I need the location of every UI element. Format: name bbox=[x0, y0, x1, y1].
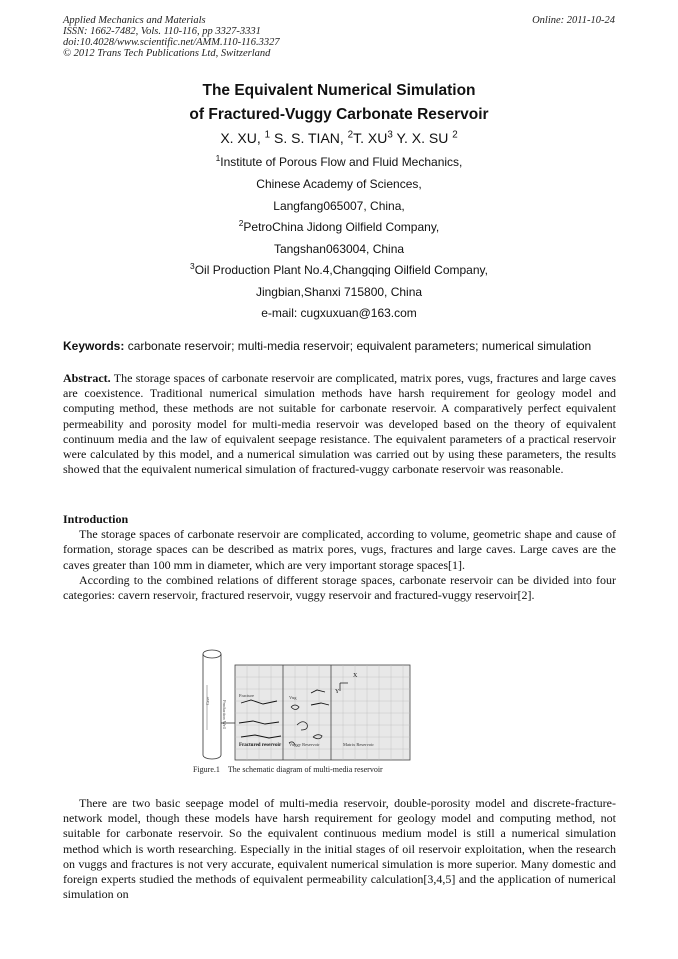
affiliation-text: PetroChina Jidong Oilfield Company, bbox=[243, 220, 440, 234]
journal-name: Applied Mechanics and Materials bbox=[63, 15, 206, 26]
affiliation-line bbox=[0, 263, 678, 277]
figure-caption bbox=[193, 765, 423, 774]
paper-title-line-1: The Equivalent Numerical Simulation bbox=[202, 82, 476, 99]
affiliation-mark: 2 bbox=[238, 218, 244, 228]
figure-number: Figure.1 bbox=[193, 765, 220, 774]
affiliation-line bbox=[0, 155, 678, 169]
cave-label: Cave bbox=[205, 696, 210, 705]
affiliation-line: Tangshan063004, China bbox=[273, 242, 405, 256]
author-affiliation-mark: 2 bbox=[347, 129, 354, 141]
abstract-label: Abstract. bbox=[63, 371, 111, 385]
figure-caption-text: The schematic diagram of multi-media reservoir bbox=[227, 765, 383, 774]
author-affiliation-mark: 2 bbox=[452, 129, 458, 141]
keywords-text: carbonate reservoir; multi-media reservoir; equivalent parameters; numerical simulation bbox=[127, 339, 592, 353]
doi-line: doi:10.4028/www.scientific.net/AMM.110-116.3327 bbox=[63, 37, 280, 48]
vuggy-reservoir-label: Vuggy Reservoir bbox=[289, 742, 320, 747]
vug-label: Vug bbox=[289, 695, 297, 700]
journal-header bbox=[63, 15, 615, 59]
matrix-reservoir-label: Matrix Reservoir bbox=[343, 742, 374, 747]
affiliation-line: Jingbian,Shanxi 715800, China bbox=[255, 285, 423, 299]
author-list: X. XU, $^1$ S. S. TIAN, $^2$T. $XU^3$ Y. X. SU $^2$ bbox=[220, 129, 458, 146]
multi-media-reservoir-figure bbox=[193, 645, 415, 763]
author-name: S. S. TIAN bbox=[274, 130, 340, 146]
well-top bbox=[203, 650, 221, 658]
paragraph: The storage spaces of carbonate reservoir are complicated, according to volume, geometric shape and cause of formation, storage spaces can be described as matrix pores, vugs, fractures and large caves. Large caves are the caves greater than 100 mm in diameter, which are very important storage spaces[1]. bbox=[63, 527, 616, 572]
author-affiliation-mark: 3 bbox=[387, 129, 393, 141]
well-label: Production Well bbox=[222, 700, 227, 730]
author-name: X. XU bbox=[220, 130, 257, 146]
body-text bbox=[63, 796, 616, 902]
affiliation-line bbox=[0, 220, 678, 234]
fractured-reservoir-label: Fractured reservoir bbox=[239, 743, 282, 748]
abstract bbox=[63, 371, 616, 477]
paper-title-line-2: of Fractured-Vuggy Carbonate Reservoir bbox=[189, 106, 489, 123]
section-heading: Introduction bbox=[63, 512, 129, 526]
keywords-label: Keywords: bbox=[63, 339, 125, 353]
author-name: T. XU bbox=[353, 130, 388, 146]
issn-line: ISSN: 1662-7482, Vols. 110-116, pp 3327-3331 bbox=[63, 26, 261, 37]
introduction-section bbox=[63, 512, 616, 603]
affiliation-mark: 1 bbox=[215, 153, 221, 163]
affiliation-text: Institute of Porous Flow and Fluid Mechanics, bbox=[220, 155, 463, 169]
online-date: Online: 2011-10-24 bbox=[532, 15, 615, 26]
affiliation-line: Chinese Academy of Sciences, bbox=[256, 177, 422, 191]
author-name: Y. X. SU bbox=[396, 130, 449, 146]
y-axis-label: Y bbox=[335, 689, 340, 695]
abstract-text: The storage spaces of carbonate reservoir are complicated, matrix pores, vugs, fractures and large caves are coexistence. Traditional numerical simulation methods have harsh requirement for geology model and computing method, these methods are not suitable for carbonate reservoir. A comparatively perfect equivalent permeability and porosity model for multi-media reservoir was developed based on the theory of equivalent continuum media and the law of equivalent seepage resistance. The equivalent parameters of a practical reservoir were calculated by this model, and a numerical simulation was carried out by using these parameters, the results showed that the equivalent numerical simulation of fractured-vuggy carbonate reservoir was reasonable. bbox=[63, 371, 616, 477]
keywords-line bbox=[63, 339, 618, 353]
affiliation-text: Oil Production Plant No.4,Changqing Oilfield Company, bbox=[194, 263, 488, 277]
paragraph: There are two basic seepage model of multi-media reservoir, double-porosity model and discrete-fracture-network model, though these models have harsh requirement for geology model and computing method, not suitable for carbonate reservoir. So the equivalent continuous medium model is still a numerical simulation method which is worth researching. Especially in the initial stages of oil reservoir exploitation, when the research on vuggs and fractures is not very accurate, equivalent numerical simulation is more superior. Many domestic and foreign experts studied the methods of equivalent permeability calculation[3,4,5] and the application of numerical simulation on bbox=[63, 796, 616, 902]
fracture-label: Fracture bbox=[239, 693, 254, 698]
affiliation-mark: 3 bbox=[190, 261, 195, 271]
copyright-line: © 2012 Trans Tech Publications Ltd, Switzerland bbox=[63, 48, 271, 59]
author-affiliation-mark: 1 bbox=[264, 129, 271, 141]
email-line: e-mail: cugxuxuan@163.com bbox=[261, 306, 417, 320]
affiliation-line: Langfang065007, China, bbox=[273, 199, 405, 213]
x-axis-label: X bbox=[353, 673, 358, 679]
paragraph: According to the combined relations of different storage spaces, carbonate reservoir can be divided into four categories: cavern reservoir, fractured reservoir, vuggy reservoir and fractured-vuggy reservoir[2]. bbox=[63, 572, 616, 603]
